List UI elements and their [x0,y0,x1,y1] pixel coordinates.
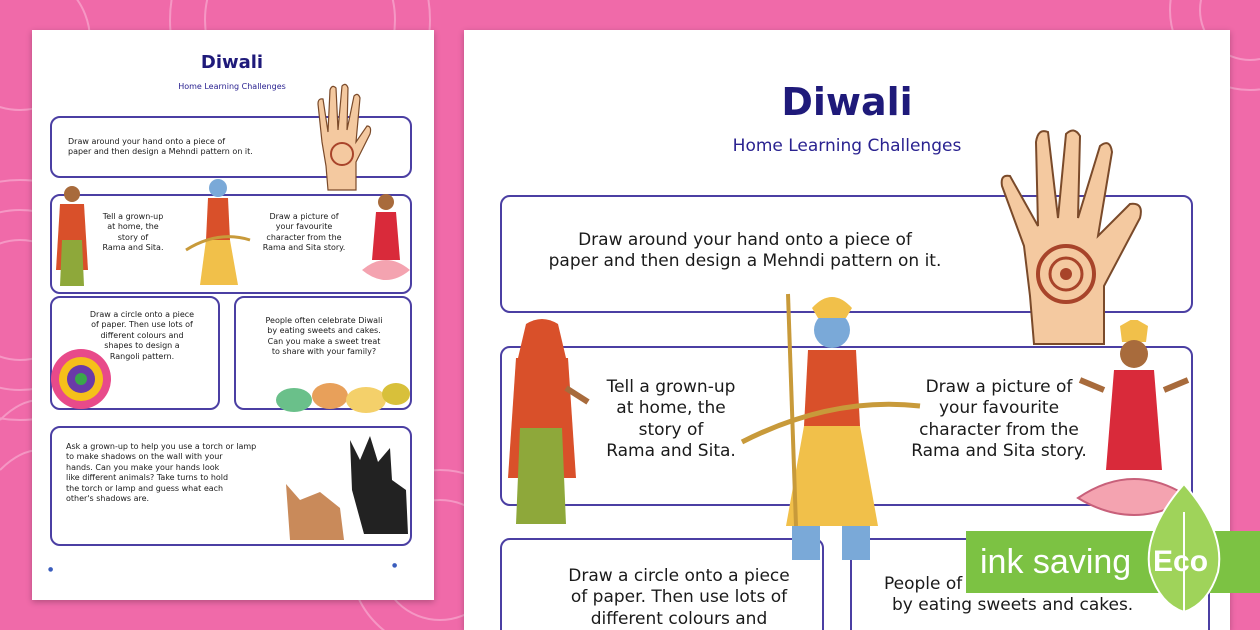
large-task-sweets: People of by eating sweets and cakes. [884,574,1134,616]
small-hand-illustration [312,82,372,192]
large-sita-illustration [496,318,592,530]
large-task-picture: Draw a picture of your favourite character from the Rama and Sita story. [911,377,1087,461]
ink-saving-label: ink saving [980,543,1132,581]
large-hand-illustration [994,126,1154,346]
small-task-sweets: People often celebrate Diwali by eating sweets and cakes. Can you make a sweet treat to share with your family? [265,316,383,357]
small-task-mehndi: Draw around your hand onto a piece of paper and then design a Mehndi pattern on it. [68,137,253,157]
small-task-rangoli: Draw a circle onto a piece of paper. Then use lots of different colours and shapes to design a Rangoli pattern. [89,310,195,361]
small-lakshmi-illustration [358,180,414,290]
small-shadow-hands-illustration [280,430,410,542]
small-sita-illustration [50,180,94,290]
small-task-picture: Draw a picture of your favourite character from the Rama and Sita story. [262,212,346,253]
eco-leaf-label: Eco [1153,545,1209,578]
small-footer-logo-left: ● [48,566,54,573]
large-rama-illustration [734,286,924,568]
small-title: Diwali [200,52,264,73]
small-sweets-illustration [274,370,412,420]
small-rama-illustration [182,170,252,300]
large-task-rangoli: Draw a circle onto a piece of paper. Then use lots of different colours and [568,566,790,629]
large-title: Diwali [781,80,913,124]
small-footer-logo-right: ● [392,562,398,569]
large-task-story: Tell a grown-up at home, the story of Rama and Sita. [606,377,736,461]
small-subtitle: Home Learning Challenges [178,82,286,91]
small-task-story: Tell a grown-up at home, the story of Rama and Sita. [102,212,164,253]
small-task-shadows: Ask a grown-up to help you use a torch or lamp to make shadows on the wall with your hands. Can you make your hands look like different animals? Take turns to hold the torch or lamp and guess what each other's shadows are. [66,442,257,503]
large-task-mehndi: Draw around your hand onto a piece of paper and then design a Mehndi pattern on it. [548,230,942,272]
large-subtitle: Home Learning Challenges [732,136,962,156]
small-rangoli-illustration [50,348,112,410]
worksheet-preview-small [32,30,434,600]
